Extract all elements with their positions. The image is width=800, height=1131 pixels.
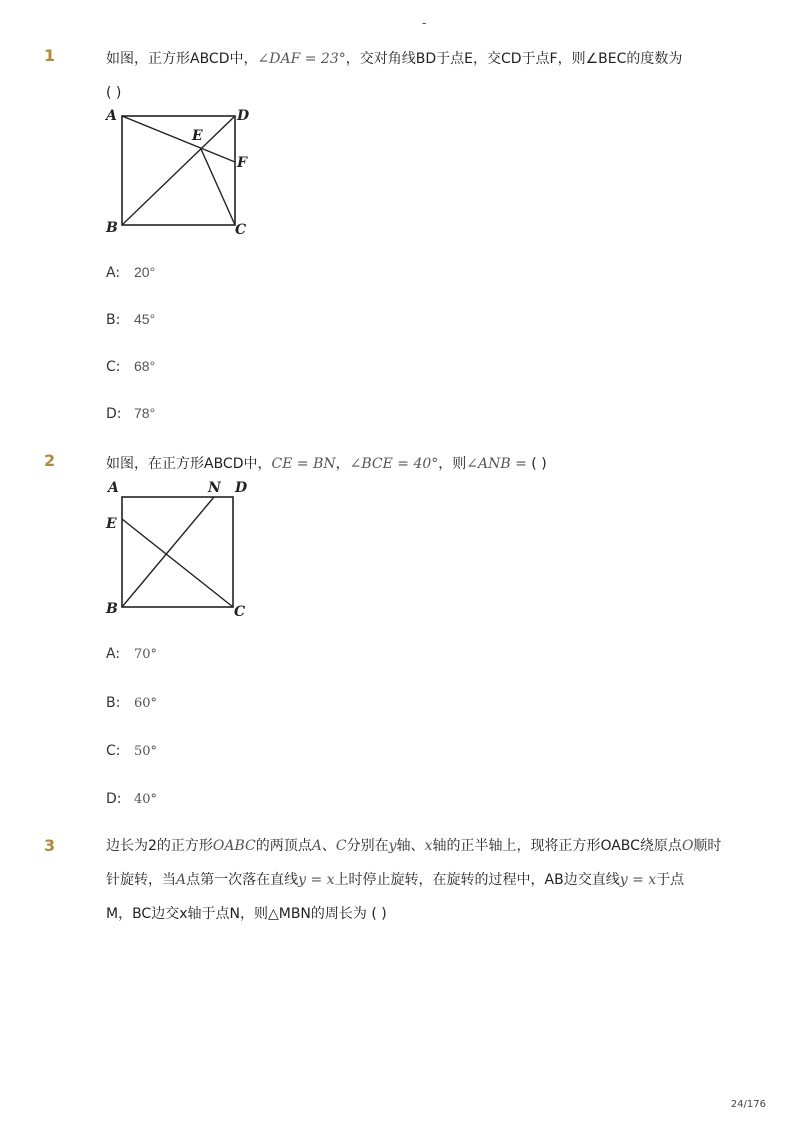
stem-text: 如图，在正方形ABCD中， <box>106 456 272 472</box>
label-a: A <box>108 480 119 496</box>
question-1-option-c[interactable] <box>106 358 155 375</box>
option-letter: C: <box>106 359 121 375</box>
stem-text: 的两顶点 <box>255 838 312 854</box>
angle-bce-math: ∠BCE = 40° <box>349 456 439 472</box>
stem-text: 分别在 <box>346 838 389 854</box>
question-3-stem-line-3: M，BC边交x轴于点N，则△MBN的周长为 ( ) <box>106 906 387 922</box>
question-1-option-d[interactable] <box>106 405 155 422</box>
option-value: 40° <box>134 792 158 807</box>
math-c: C <box>335 838 347 854</box>
question-2-option-a[interactable] <box>106 646 157 662</box>
option-letter: A: <box>106 646 121 662</box>
option-letter: C: <box>106 743 121 759</box>
option-value: 78° <box>134 405 156 421</box>
question-1-option-b[interactable] <box>106 311 155 328</box>
question-3-stem <box>106 829 721 931</box>
option-value: 60° <box>134 696 158 711</box>
question-1-option-a[interactable] <box>106 264 155 281</box>
question-3-stem-line-1 <box>106 829 721 863</box>
header-mark: - <box>422 16 427 30</box>
math-line-yx: y = x <box>298 872 335 888</box>
stem-text: 顺时 <box>693 838 722 854</box>
option-letter: D: <box>106 791 122 807</box>
stem-text: ( ) <box>526 456 547 472</box>
segment-bn <box>122 497 214 607</box>
option-value: 70° <box>134 647 158 662</box>
ce-bn-math: CE = BN <box>271 456 336 472</box>
label-e: E <box>192 128 203 144</box>
math-o: O <box>681 838 694 854</box>
question-1-figure <box>100 104 260 240</box>
label-e: E <box>106 516 117 532</box>
label-n: N <box>208 480 221 496</box>
label-d: D <box>235 480 248 496</box>
stem-text: 于点 <box>656 872 685 888</box>
stem-text: 针旋转，当 <box>106 872 176 888</box>
stem-text: ，则 <box>438 456 467 472</box>
math-x: x <box>424 838 433 854</box>
label-b: B <box>106 220 118 236</box>
label-d: D <box>237 108 250 124</box>
question-2-option-b[interactable] <box>106 695 157 711</box>
stem-text: 轴、 <box>396 838 425 854</box>
question-2-stem-line-1 <box>106 447 547 481</box>
option-letter: B: <box>106 312 121 328</box>
question-2-number: 2 <box>44 451 56 470</box>
stem-text: 如图，正方形ABCD中， <box>106 51 258 67</box>
label-f: F <box>237 155 247 171</box>
stem-text: 轴的正半轴上，现将正方形OABC绕原点 <box>432 838 682 854</box>
question-1-stem-line-1 <box>106 42 682 76</box>
page-number: 24/176 <box>730 1099 766 1110</box>
stem-text: 、 <box>321 838 336 854</box>
question-2-figure <box>100 478 260 622</box>
stem-text: ，交对角线BD于点E，交CD于点F，则∠BEC的度数为 <box>345 51 683 67</box>
math-a: A <box>311 838 322 854</box>
math-a: A <box>176 872 187 888</box>
option-value: 50° <box>134 744 158 759</box>
stem-text: 边长为2的正方形 <box>106 838 213 854</box>
question-1-number: 1 <box>44 46 56 65</box>
question-3-number: 3 <box>44 836 56 855</box>
segment-ec <box>122 519 233 607</box>
angle-daf-math: ∠DAF = 23° <box>257 51 346 67</box>
stem-text: ， <box>335 456 350 472</box>
option-value: 68° <box>134 358 156 374</box>
label-c: C <box>235 222 247 238</box>
angle-anb-math: ∠ANB = <box>466 456 527 472</box>
diagonal-bd <box>122 116 235 225</box>
segment-af <box>122 116 235 162</box>
option-value: 45° <box>134 311 156 327</box>
stem-text: 点第一次落在直线 <box>186 872 299 888</box>
question-2-option-d[interactable] <box>106 791 157 807</box>
square-abcd <box>122 497 233 607</box>
label-a: A <box>106 108 117 124</box>
question-3-stem-line-2 <box>106 863 721 897</box>
question-2-option-c[interactable] <box>106 743 157 759</box>
label-c: C <box>234 604 246 620</box>
option-letter: A: <box>106 265 121 281</box>
option-letter: B: <box>106 695 121 711</box>
question-2-stem <box>106 447 547 481</box>
question-1-stem <box>106 42 682 110</box>
math-oabc: OABC <box>212 838 256 854</box>
math-line-yx: y = x <box>619 872 657 888</box>
option-letter: D: <box>106 406 122 422</box>
question-1-stem-line-2: ( ) <box>106 85 122 101</box>
label-b: B <box>106 601 118 617</box>
option-value: 20° <box>134 264 156 280</box>
stem-text: 上时停止旋转，在旋转的过程中，AB边交直线 <box>334 872 620 888</box>
math-y: y <box>388 838 397 854</box>
